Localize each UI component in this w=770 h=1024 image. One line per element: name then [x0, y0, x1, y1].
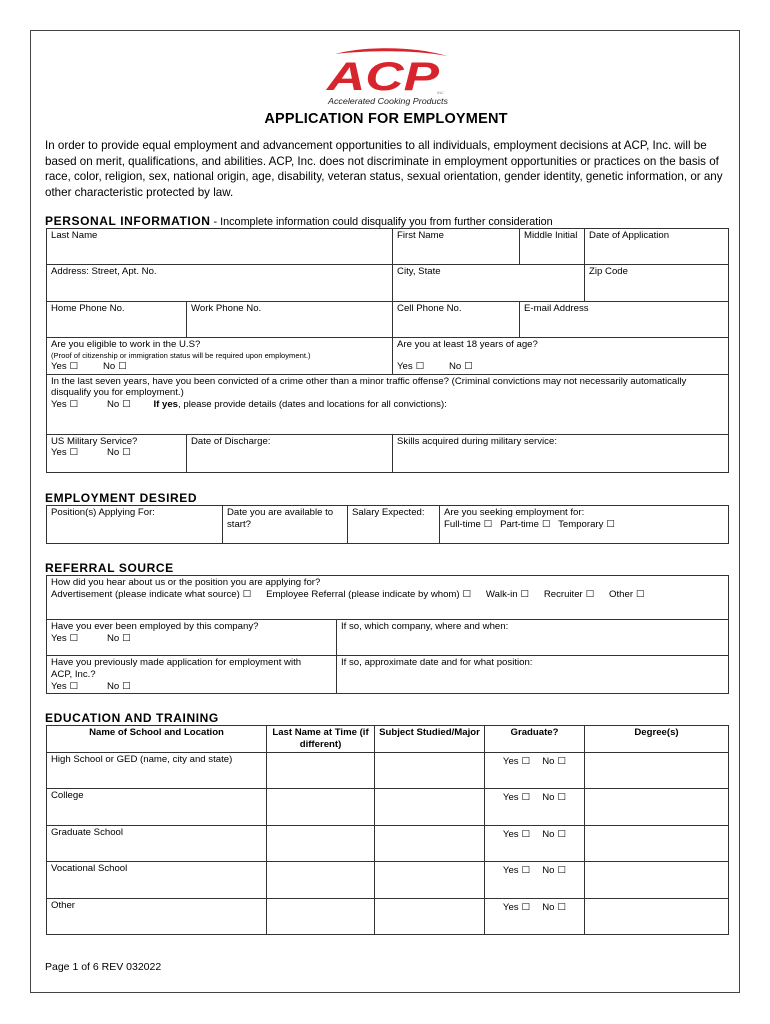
walk-in-label: Walk-in — [485, 588, 518, 600]
referral-question-cell — [47, 576, 729, 620]
college-yes-label: Yes — [502, 791, 519, 803]
personal-info-title: PERSONAL INFORMATION — [45, 214, 211, 228]
personal-info-table — [46, 228, 729, 473]
work-eligibility-question: Are you eligible to work in the U.S? — [51, 339, 201, 350]
other-school-last-name-field[interactable] — [267, 898, 375, 934]
college-no-label: No — [542, 791, 555, 803]
vocational-school-label: Vocational School — [51, 862, 128, 874]
employed-no-checkbox[interactable]: ☐ — [122, 632, 131, 644]
last-name-label: Last Name — [51, 230, 98, 241]
page-title: APPLICATION FOR EMPLOYMENT — [264, 111, 508, 127]
referral-question: How did you hear about us or the position you are applying for? — [51, 577, 321, 588]
vocational-school-graduate-cell — [485, 861, 585, 898]
applied-before-cell — [47, 656, 337, 694]
temporary-checkbox[interactable]: ☐ — [606, 518, 616, 530]
other-referral-checkbox[interactable]: ☐ — [636, 588, 645, 600]
referral-source-heading: REFERRAL SOURCE — [45, 561, 174, 575]
military-service-question: US Military Service? — [51, 435, 138, 447]
full-time-label: Full-time — [444, 518, 481, 530]
military-skills-field[interactable] — [393, 434, 729, 472]
col-last-name-at-time: Last Name at Time (if different) — [267, 726, 375, 753]
high-school-yes-label: Yes — [502, 755, 519, 767]
graduate-school-subject-field[interactable] — [375, 825, 485, 861]
work-eligibility-note: (Proof of citizenship or immigration status will be required upon employment.) — [51, 350, 311, 360]
start-date-field[interactable] — [223, 506, 348, 544]
other-school-row-label[interactable] — [47, 898, 267, 934]
college-row-label[interactable] — [47, 788, 267, 825]
eeo-statement: In order to provide equal employment and advancement opportunities to all individuals, employment decisions at ACP, Inc. will be based on merit, qualifications, and abilities. ACP, Inc. does not discriminate in employment opportunities or practices on the basis of race, color, religion, sex, national origin, age, disability, veteran status, sexual orientation, gender identity, genetic information, or any other characteristic protected by law. — [45, 139, 723, 199]
temporary-label: Temporary — [558, 518, 604, 530]
walk-in-checkbox[interactable]: ☐ — [520, 588, 530, 600]
age-no-checkbox[interactable]: ☐ — [464, 360, 473, 372]
college-subject-field[interactable] — [375, 788, 485, 825]
address-label: Address: Street, Apt. No. — [51, 266, 157, 277]
col-subject-major: Subject Studied/Major — [375, 726, 485, 753]
recruiter-checkbox[interactable]: ☐ — [585, 588, 595, 600]
military-yes-checkbox[interactable]: ☐ — [69, 447, 79, 459]
zip-code-field[interactable] — [585, 265, 729, 302]
full-time-checkbox[interactable]: ☐ — [483, 518, 493, 530]
employee-referral-label: Employee Referral (please indicate by whom) — [266, 588, 460, 600]
zip-code-label: Zip Code — [589, 266, 628, 277]
applied-no-checkbox[interactable]: ☐ — [122, 680, 131, 692]
college-no-checkbox[interactable]: ☐ — [557, 791, 567, 803]
education-table — [46, 725, 729, 935]
positions-field[interactable] — [47, 506, 223, 544]
application-page — [30, 30, 740, 993]
military-no-label: No — [106, 447, 120, 459]
college-last-name-field[interactable] — [267, 788, 375, 825]
graduate-school-no-label: No — [542, 828, 555, 840]
eligible-yes-checkbox[interactable]: ☐ — [69, 360, 79, 372]
employed-before-cell — [47, 620, 337, 656]
col-graduate: Graduate? — [485, 726, 585, 753]
other-school-no-label: No — [542, 901, 555, 913]
high-school-label: High School or GED (name, city and state) — [51, 753, 233, 765]
conviction-details-prompt: , please provide details (dates and locations for all convictions): — [178, 399, 447, 411]
vocational-school-no-label: No — [542, 864, 555, 876]
home-phone-field[interactable] — [47, 302, 187, 338]
prior-employment-details-field[interactable] — [337, 620, 729, 656]
col-degrees: Degree(s) — [585, 726, 729, 753]
applied-yes-checkbox[interactable]: ☐ — [69, 680, 79, 692]
college-degree-field[interactable] — [585, 788, 729, 825]
age-yes-label: Yes — [397, 360, 413, 372]
advertisement-label: Advertisement (please indicate what source) — [51, 588, 240, 600]
first-name-field[interactable] — [393, 229, 520, 265]
middle-initial-field[interactable] — [520, 229, 585, 265]
part-time-label: Part-time — [500, 518, 539, 530]
graduate-school-no-checkbox[interactable]: ☐ — [557, 828, 567, 840]
referral-source-table — [46, 575, 729, 694]
graduate-school-degree-field[interactable] — [585, 825, 729, 861]
first-name-label: First Name — [397, 230, 444, 241]
work-phone-field[interactable] — [187, 302, 393, 338]
age-18-cell — [393, 338, 729, 375]
employment-type-cell — [440, 506, 729, 544]
email-label: E-mail Address — [524, 303, 589, 314]
military-no-checkbox[interactable]: ☐ — [122, 447, 131, 459]
graduate-school-graduate-cell — [485, 825, 585, 861]
age-no-label: No — [448, 360, 462, 372]
salary-field[interactable] — [348, 506, 440, 544]
part-time-checkbox[interactable]: ☐ — [541, 518, 551, 530]
logo-inc-mark: INC — [437, 90, 444, 95]
high-school-no-checkbox[interactable]: ☐ — [557, 755, 567, 767]
last-name-field[interactable] — [47, 229, 393, 265]
conviction-if-yes: If yes — [153, 399, 179, 411]
high-school-subject-field[interactable] — [375, 752, 485, 788]
applied-no-label: No — [106, 680, 120, 692]
other-school-yes-checkbox[interactable]: ☐ — [521, 901, 531, 913]
applied-yes-label: Yes — [51, 680, 67, 692]
prior-application-details-label: If so, approximate date and for what position: — [341, 657, 533, 668]
high-school-no-label: No — [542, 755, 555, 767]
vocational-school-row-label[interactable] — [47, 861, 267, 898]
other-referral-label: Other — [609, 588, 634, 600]
high-school-degree-field[interactable] — [585, 752, 729, 788]
employment-type-question: Are you seeking employment for: — [444, 507, 585, 518]
date-of-application-field[interactable] — [585, 229, 729, 265]
college-graduate-cell — [485, 788, 585, 825]
graduate-school-last-name-field[interactable] — [267, 825, 375, 861]
high-school-last-name-field[interactable] — [267, 752, 375, 788]
education-heading: EDUCATION AND TRAINING — [45, 711, 219, 725]
advertisement-checkbox[interactable]: ☐ — [242, 588, 252, 600]
employed-no-label: No — [106, 632, 120, 644]
recruiter-label: Recruiter — [543, 588, 583, 600]
vocational-school-yes-label: Yes — [502, 864, 519, 876]
email-field[interactable] — [520, 302, 729, 338]
cell-phone-field[interactable] — [393, 302, 520, 338]
applied-before-question: Have you previously made application for employment with ACP, Inc.? — [51, 657, 302, 680]
salary-label: Salary Expected: — [352, 507, 425, 518]
discharge-date-field[interactable] — [187, 434, 393, 472]
employment-desired-table — [46, 505, 729, 544]
start-date-label: Date you are available to start? — [227, 507, 334, 530]
conviction-yes-checkbox[interactable]: ☐ — [69, 399, 79, 411]
eligible-no-label: No — [102, 360, 116, 372]
conviction-no-checkbox[interactable]: ☐ — [122, 399, 131, 411]
city-state-label: City, State — [397, 266, 441, 277]
other-school-yes-label: Yes — [502, 901, 519, 913]
page-footer: Page 1 of 6 REV 032022 — [45, 961, 162, 973]
employed-before-question: Have you ever been employed by this company? — [51, 621, 259, 632]
other-school-label: Other — [51, 899, 75, 911]
college-yes-checkbox[interactable]: ☐ — [521, 791, 531, 803]
personal-info-heading — [45, 214, 553, 228]
logo-tagline: Accelerated Cooking Products — [326, 96, 449, 106]
vocational-school-no-checkbox[interactable]: ☐ — [557, 864, 567, 876]
other-school-no-checkbox[interactable]: ☐ — [557, 901, 567, 913]
vocational-school-last-name-field[interactable] — [267, 861, 375, 898]
logo-brand: ACP — [325, 55, 440, 99]
high-school-yes-checkbox[interactable]: ☐ — [521, 755, 531, 767]
vocational-school-degree-field[interactable] — [585, 861, 729, 898]
address-field[interactable] — [47, 265, 393, 302]
graduate-school-label: Graduate School — [51, 826, 123, 838]
eligible-yes-label: Yes — [51, 360, 67, 372]
employee-referral-checkbox[interactable]: ☐ — [462, 588, 472, 600]
military-yes-label: Yes — [51, 447, 67, 459]
conviction-yes-label: Yes — [51, 399, 67, 411]
prior-employment-details-label: If so, which company, where and when: — [341, 621, 509, 632]
other-school-graduate-cell — [485, 898, 585, 934]
employment-desired-heading: EMPLOYMENT DESIRED — [45, 491, 198, 505]
vocational-school-yes-checkbox[interactable]: ☐ — [521, 864, 531, 876]
conviction-cell — [47, 374, 729, 434]
home-phone-label: Home Phone No. — [51, 303, 125, 314]
middle-initial-label: Middle Initial — [524, 230, 578, 241]
graduate-school-yes-checkbox[interactable]: ☐ — [521, 828, 531, 840]
prior-application-details-field[interactable] — [337, 656, 729, 694]
high-school-graduate-cell — [485, 752, 585, 788]
military-service-cell — [47, 434, 187, 472]
other-school-subject-field[interactable] — [375, 898, 485, 934]
college-label: College — [51, 789, 84, 801]
age-18-question: Are you at least 18 years of age? — [397, 339, 538, 350]
cell-phone-label: Cell Phone No. — [397, 303, 462, 314]
graduate-school-row-label[interactable] — [47, 825, 267, 861]
age-yes-checkbox[interactable]: ☐ — [415, 360, 425, 372]
graduate-school-yes-label: Yes — [502, 828, 519, 840]
military-skills-label: Skills acquired during military service: — [397, 435, 557, 447]
personal-info-note: - Incomplete information could disqualify you from further consideration — [210, 216, 553, 228]
high-school-row-label[interactable] — [47, 752, 267, 788]
other-school-degree-field[interactable] — [585, 898, 729, 934]
eligible-no-checkbox[interactable]: ☐ — [118, 360, 127, 372]
acp-logo — [325, 48, 451, 108]
conviction-no-label: No — [106, 399, 120, 411]
work-phone-label: Work Phone No. — [191, 303, 262, 314]
date-of-application-label: Date of Application — [589, 230, 670, 241]
conviction-question: In the last seven years, have you been convicted of a crime other than a minor traffic offense? (Criminal convictions may not necessarily automatically disqualify you for employment.) — [51, 375, 687, 399]
positions-label: Position(s) Applying For: — [51, 507, 155, 518]
work-eligibility-cell — [47, 338, 393, 375]
col-school-name: Name of School and Location — [47, 726, 267, 753]
employed-yes-label: Yes — [51, 632, 67, 644]
discharge-date-label: Date of Discharge: — [191, 435, 271, 447]
employed-yes-checkbox[interactable]: ☐ — [69, 632, 79, 644]
city-state-field[interactable] — [393, 265, 585, 302]
vocational-school-subject-field[interactable] — [375, 861, 485, 898]
